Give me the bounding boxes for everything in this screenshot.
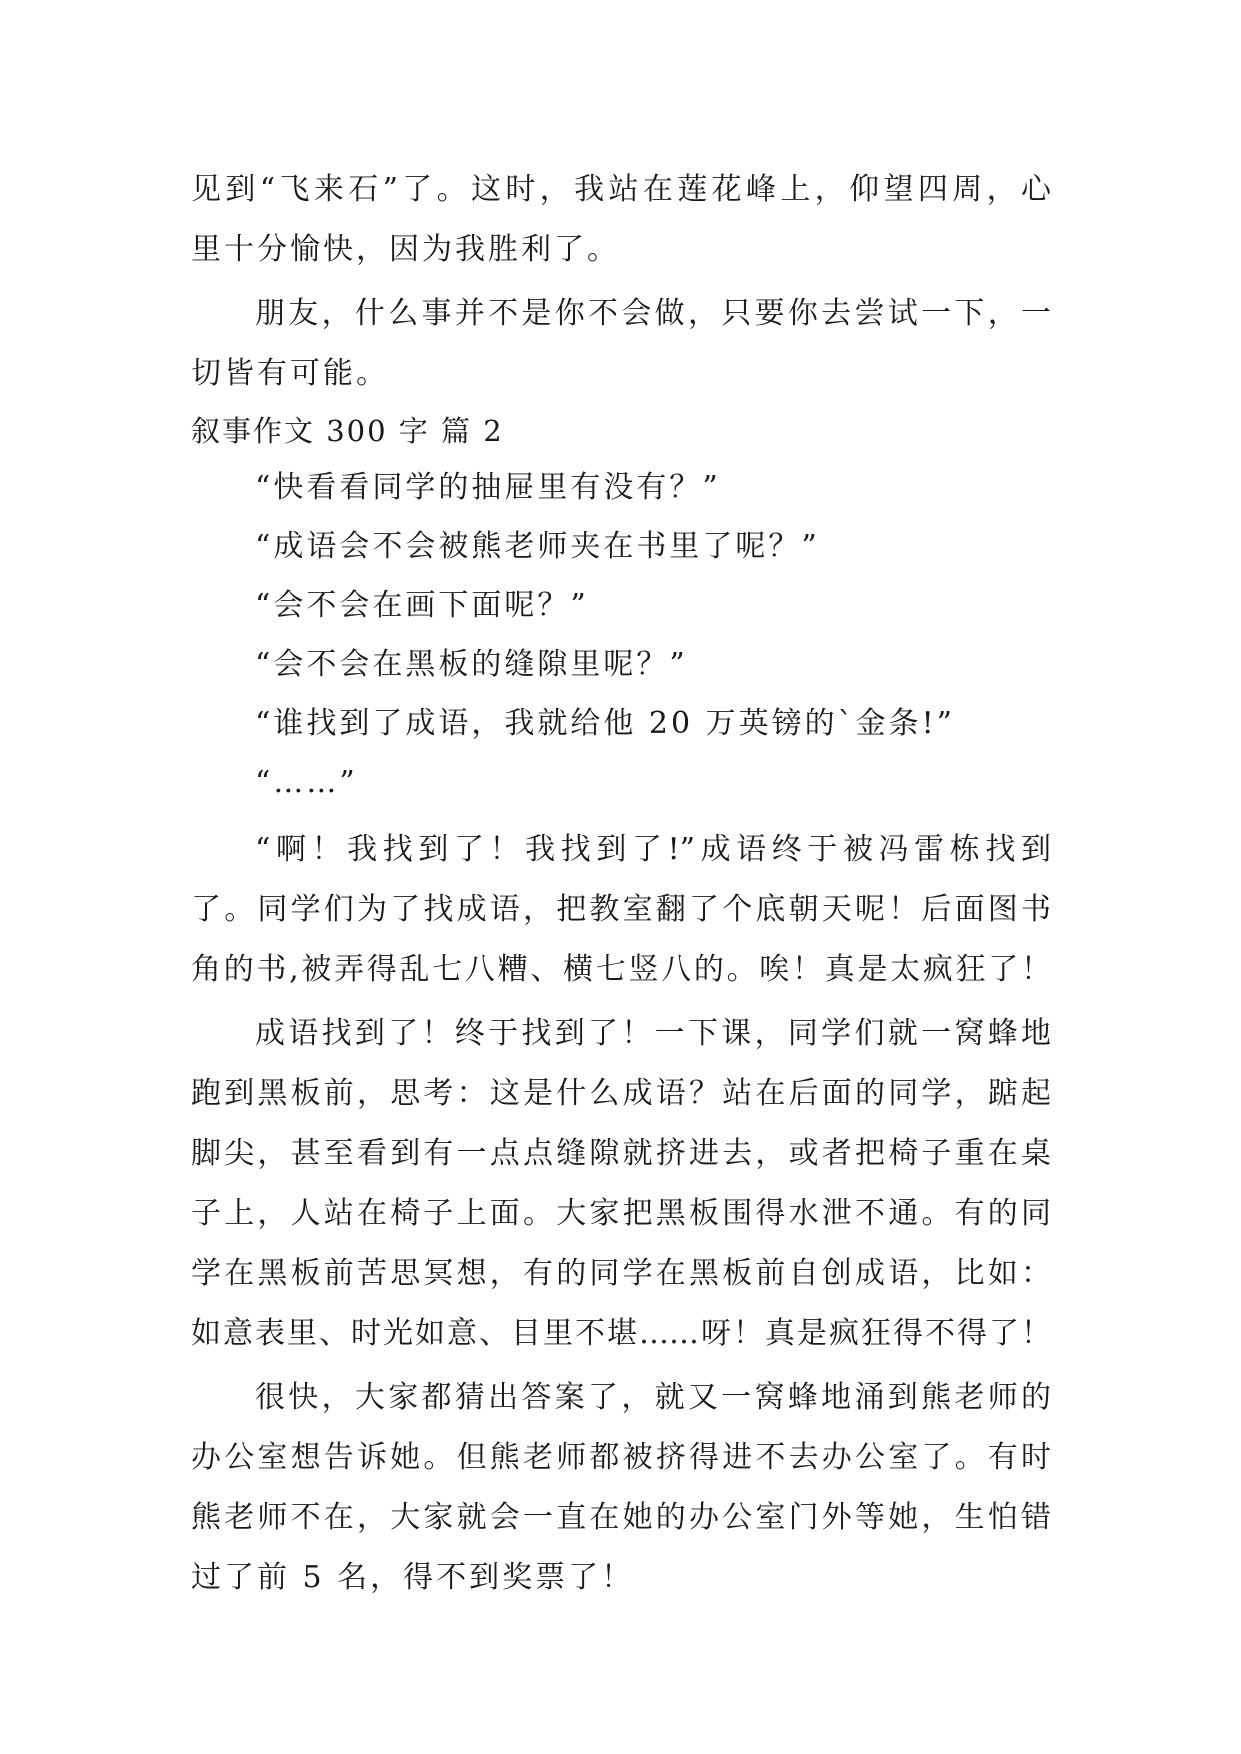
- paragraph-line: 切皆有可能。: [191, 356, 389, 391]
- dialogue-line: “会不会在黑板的缝隙里呢？”: [255, 647, 688, 682]
- paragraph-line: 了。同学们为了找成语，把教室翻了个底朝天呢！后面图书: [191, 892, 1051, 927]
- paragraph-line: 过了前 5 名，得不到奖票了！: [191, 1560, 635, 1595]
- paragraph-line: 脚尖，甚至看到有一点点缝隙就挤进去，或者把椅子重在桌: [191, 1136, 1051, 1171]
- paragraph-line: 办公室想告诉她。但熊老师都被挤得进不去办公室了。有时: [191, 1440, 1051, 1475]
- dialogue-line: “会不会在画下面呢？”: [255, 588, 589, 623]
- paragraph-line: “啊！我找到了！我找到了!”成语终于被冯雷栋找到: [255, 832, 1051, 867]
- paragraph-line: 子上，人站在椅子上面。大家把黑板围得水泄不通。有的同: [191, 1196, 1051, 1231]
- paragraph-line: 如意表里、时光如意、目里不堪……呀！真是疯狂得不得了！: [191, 1316, 1051, 1351]
- paragraph-line: 成语找到了！终于找到了！一下课，同学们就一窝蜂地: [255, 1016, 1051, 1051]
- dialogue-line: “……”: [255, 765, 358, 800]
- paragraph-line: 朋友，什么事并不是你不会做，只要你去尝试一下，一: [255, 296, 1051, 331]
- document-page: [191, 160, 1051, 1608]
- section-heading: 叙事作文 300 字 篇 2: [191, 414, 504, 448]
- paragraph-line: 很快，大家都猜出答案了，就又一窝蜂地涌到熊老师的: [255, 1380, 1051, 1415]
- paragraph-line: 学在黑板前苦思冥想，有的同学在黑板前自创成语，比如：: [191, 1256, 1051, 1291]
- paragraph-line: 跑到黑板前，思考：这是什么成语？站在后面的同学，踮起: [191, 1076, 1051, 1111]
- paragraph-line: 角的书,被弄得乱七八糟、横七竖八的。唉！真是太疯狂了！: [191, 952, 1051, 987]
- dialogue-line: “成语会不会被熊老师夹在书里了呢？”: [255, 529, 820, 564]
- paragraph-line: 见到“飞来石”了。这时，我站在莲花峰上，仰望四周，心: [191, 172, 1051, 207]
- paragraph-line: 里十分愉快，因为我胜利了。: [191, 232, 620, 267]
- dialogue-line: “谁找到了成语，我就给他 20 万英镑的`金条!”: [255, 706, 955, 741]
- paragraph-line: 熊老师不在，大家就会一直在她的办公室门外等她，生怕错: [191, 1500, 1051, 1535]
- dialogue-line: “快看看同学的抽屉里有没有？”: [255, 470, 721, 505]
